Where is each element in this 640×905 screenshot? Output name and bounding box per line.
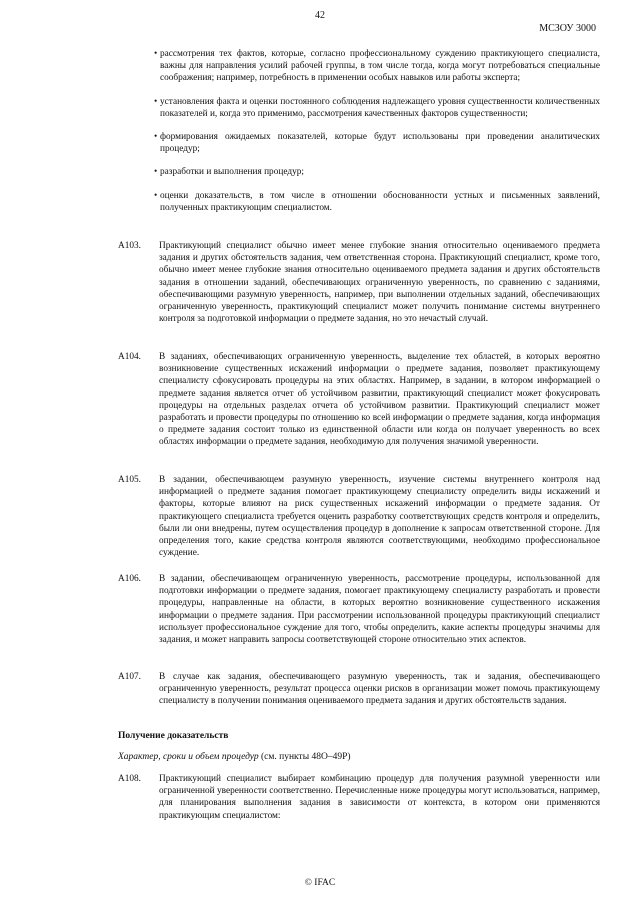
paragraph-number: A104. bbox=[118, 352, 141, 362]
paragraph-text: Практикующий специалист обычно имеет менее глубокие знания относительно оцениваемого предмета задания и других обстоятельств задания, чем ответственная сторона. Практикующий специалист, кроме того, обычно имеет менее глубокие знания относительно оцениваемого предмета задания и других обстоятельств задания в отношении заданий, обеспечивающих ограниченную уверенность, по сравнению с заданиями, обеспечивающими разумную уверенность, например, при выполнении отдельных заданий, обеспечивающих ограниченную уверенность, практикующий специалист может получить понимание системы внутреннего контроля за подготовкой информации о предмете задания, но это нечастый случай. bbox=[159, 241, 600, 325]
bullet-dot-icon: • bbox=[154, 49, 158, 59]
paragraph-number: A108. bbox=[118, 774, 141, 784]
paragraph-text: В заданиях, обеспечивающих ограниченную уверенность, выделение тех областей, в которых вероятно возникновение существенных искажений информации о предмете задания, позволяет практикующему специалисту сфокусировать процедуры на этих областях. Например, в задании, в котором информацией о предмете задания является отчет об устойчивом развитии, практикующий специалист может фокусировать процедуры на отдельных разделах отчета об устойчивом развитии. Практикующий специалист может разработать и провести процедуры по отношению ко всей информации о предмете задания, когда информация о предмете задания состоит только из единственной области или когда он получает уверенность во всех областях информации о предмете задания, необходимую для получения значимой уверенности. bbox=[159, 352, 600, 448]
paragraph-a103 bbox=[118, 240, 600, 325]
bullet-item bbox=[154, 48, 600, 85]
subheading-italic: Характер, сроки и объем процедур bbox=[118, 752, 259, 762]
paragraph-text: Практикующий специалист выбирает комбинацию процедур для получения разумной уверенности или ограниченной уверенности соответственно. Перечисленные ниже процедуры могут использоваться, например, для планирования выполнения задания в зависимости от контекста, в котором они применяются практикующим специалистом: bbox=[159, 774, 600, 821]
bullet-dot-icon: • bbox=[154, 167, 158, 178]
footer-copyright: © IFAC bbox=[304, 878, 336, 888]
bullet-text: оценки доказательств, в том числе в отношении обоснованности устных и письменных заявлений, полученных практикующим специалистом. bbox=[160, 190, 600, 213]
page-number: 42 bbox=[315, 10, 325, 21]
paragraph-text: В случае как задания, обеспечивающего разумную уверенность, так и задания, обеспечивающего ограниченную уверенность, результат процесса оценки рисков в организации может помочь практикующему специалисту в получении понимания оцениваемого предмета задания и других обстоятельств задания. bbox=[159, 672, 600, 707]
bullet-item bbox=[154, 190, 600, 214]
bullet-text: формирования ожидаемых показателей, которые будут использованы при проведении аналитических процедур; bbox=[160, 132, 600, 155]
bullet-list bbox=[154, 48, 600, 225]
bullet-dot-icon: • bbox=[154, 190, 158, 201]
paragraph-text: В задании, обеспечивающем разумную уверенность, изучение системы внутреннего контроля над информацией о предмете задания помогает практикующему специалисту определить виды искажений и факторы, которые влияют на риск существенных искажений информации о предмете задания. От практикующего специалиста требуется оценить разработку соответствующих средств контроля и определить, были ли они внедрены, путем осуществления процедур в дополнение к запросам ответственной стороне. Для определения того, какие средства контроля являются соответствующими, необходимо профессиональное суждение. bbox=[159, 475, 600, 559]
bullet-text: рассмотрения тех фактов, которые, согласно профессиональному суждению практикующего специалиста, важны для направления усилий рабочей группы, в том числе тогда, когда могут потребоваться специальные соображения; например, потребность в применении особых навыков или работы эксперта; bbox=[160, 49, 600, 84]
paragraph-number: A106. bbox=[118, 574, 141, 584]
paragraph-number: A103. bbox=[118, 241, 141, 251]
paragraph-a105 bbox=[118, 474, 600, 559]
paragraph-a104 bbox=[118, 351, 600, 449]
paragraph-a106 bbox=[118, 573, 600, 646]
bullet-dot-icon: • bbox=[154, 132, 158, 143]
bullet-item bbox=[154, 131, 600, 155]
paragraph-a107 bbox=[118, 671, 600, 708]
paragraph-a108 bbox=[118, 773, 600, 822]
subheading-reference: (см. пункты 48О–49Р) bbox=[258, 752, 351, 762]
bullet-text: установления факта и оценки постоянного соблюдения надлежащего уровня существенности количественных показателей и, когда это применимо, рассмотрения качественных факторов существенности; bbox=[160, 96, 600, 119]
bullet-item bbox=[154, 96, 600, 120]
paragraph-number: A105. bbox=[118, 475, 141, 485]
paragraph-text: В задании, обеспечивающем ограниченную уверенность, рассмотрение процедуры, использованной для подготовки информации о предмете задания, помогает практикующему специалисту разработать и провести процедуры, направленные на области, в которых вероятно возникновение существенного искажения информации о предмете задания. При рассмотрении использованной процедуры практикующий специалист использует профессиональное суждение для того, чтобы определить, какие аспекты процедуры значимы для задания, и может направить запросы соответствующей стороне относительно этих аспектов. bbox=[159, 574, 600, 646]
bullet-item bbox=[154, 166, 600, 178]
bullet-dot-icon: • bbox=[154, 96, 158, 107]
subheading bbox=[118, 752, 351, 762]
paragraph-number: A107. bbox=[118, 672, 141, 682]
bullet-text: разработки и выполнения процедур; bbox=[160, 167, 304, 178]
section-heading: Получение доказательств bbox=[118, 731, 229, 741]
document-code: МСЗОУ 3000 bbox=[539, 23, 596, 34]
